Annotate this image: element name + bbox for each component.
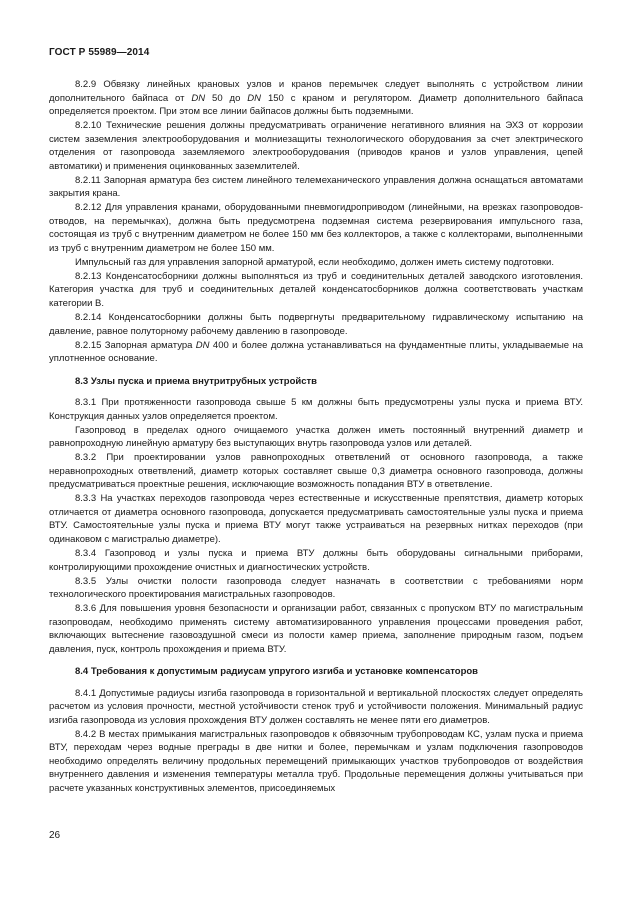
paragraph: 8.4.2 В местах примыкания магистральных газопроводов к обвязочным трубопроводам КС, узлам пуска и приема ВТУ, переходам через водные преграды в две нитки и более, перемычкам и узлам подключения газопроводов необходимо определять величину продольных перемещений примыкающих участков трубопроводов от воздействия внутреннего давления и изменения температуры металла труб. Продольные перемещения должны учитываться при расчете указанных конструктивных элементов, присоединяемых [49,728,583,794]
italic-term: DN [247,92,262,104]
paragraph: 8.2.9 Обвязку линейных крановых узлов и кранов перемычек следует выполнять с устройством линии дополнительного байпаса от DN 50 до DN 150 с краном и регулятором. Диаметр дополнительного байпаса определяется проектом. При этом все линии байпасов должны быть подземными. [49,79,583,117]
paragraph: 8.2.15 Запорная арматура DN 400 и более должна устанавливаться на фундаментные плиты, укладываемые на уплотненное основание. [49,339,583,365]
paragraph: 8.3.4 Газопровод и узлы пуска и приема ВТУ должны быть оборудованы сигнальными приборами, контролирующими прохождение очистных и диагностических устройств. [49,548,583,573]
paragraph: 8.2.13 Конденсатосборники должны выполняться из труб и соединительных деталей заводского изготовления. Категория участка для труб и соединительных деталей конденсатосборников должна соответствовать участкам категории В. [49,270,583,309]
paragraph: 8.2.10 Технические решения должны предусматривать ограничение негативного влияния на ЭХЗ от коррозии систем заземления электрооборудования и молниезащиты технологического оборудования за счет электрического отделения от газопровода заземляемого электрооборудования (приводов кранов и узлов управления, цепей автоматики) и применения оцинкованных заземлителей. [49,120,583,172]
section-heading: 8.3 Узлы пуска и приема внутритрубных устройств [75,375,317,387]
italic-term: DN [195,339,210,351]
section-heading: 8.4 Требования к допустимым радиусам упругого изгиба и установке компенсаторов [75,666,479,678]
paragraph: 8.2.11 Запорная арматура без систем линейного телемеханического управления должна оснащаться автоматами закрытия крана. [49,174,583,200]
paragraph: Импульсный газ для управления запорной арматурой, если необходимо, должен иметь систему подготовки. [75,256,554,268]
paragraph: 8.3.1 При протяженности газопровода свыше 5 км должны быть предусмотрены узлы пуска и приема ВТУ. Конструкция данных узлов определяется проектом. [49,397,583,422]
paragraph: 8.3.3 На участках переходов газопровода через естественные и искусственные препятствия, диаметр которых отличается от диаметра основного газопровода, допускается предусматривать самостоятельные узлы пуска и приема ВТУ. Самостоятельные узлы пуска и приема ВТУ могут также устраиваться на резервных нитках переходов (при одинаковом с магистралью диаметре). [49,493,583,545]
paragraph: Газопровод в пределах одного очищаемого участка должен иметь постоянный внутренний диаметр и равнопроходную линейную арматуру без выступающих внутрь газопровода узлов или деталей. [49,424,583,450]
paragraph: 8.3.2 При проектировании узлов равнопроходных ответвлений от основного газопровода, а также неравнопроходных ответвлений, диаметр которых составляет свыше 0,3 диаметра основного газопровода, должны предусматриваться проектные решения, исключающие возможность попадания ВТУ в ответвление. [49,452,583,491]
paragraph: 8.3.6 Для повышения уровня безопасности и организации работ, связанных с пропуском ВТУ по магистральным газопроводам, необходимо применять систему автоматизированного управления процессами проведения работ, включающих вытеснение газовоздушной смеси из полости камер приема, заполнение природным газом, подъем давления, пуск, контроль прохождения и приема ВТУ. [49,603,583,655]
paragraph: 8.2.14 Конденсатосборники должны быть подвергнуты предварительному гидравлическому испытанию на давление, равное полуторному рабочему давлению в газопроводе. [49,312,583,337]
page-number: 26 [49,830,61,841]
paragraph: 8.4.1 Допустимые радиусы изгиба газопровода в горизонтальной и вертикальной плоскостях следует определять расчетом из условия прочности, местной устойчивости стенок труб и устойчивости положения. Минимальный радиус изгиба газопровода из условия прохождения ВТУ должен составлять не менее пяти его диаметров. [49,687,583,726]
paragraph: 8.3.5 Узлы очистки полости газопровода следует назначать в соответствии с требованиями норм технологического проектирования магистральных газопроводов. [49,575,583,601]
document-code-header: ГОСТ Р 55989—2014 [49,47,150,58]
document-body [49,78,583,796]
italic-term: DN [191,92,206,104]
paragraph: 8.2.12 Для управления кранами, оборудованными пневмогидроприводом (линейными, на врезках газопроводов-отводов, на перемычках), должна быть предусмотрена подземная система резервирования импульсного газа, состоящая из труб с внутренним диаметром не более 150 мм без коллекторов, а также с коллекторами, выполненными из труб с внутренним диаметром не более 150 мм. [49,202,583,254]
